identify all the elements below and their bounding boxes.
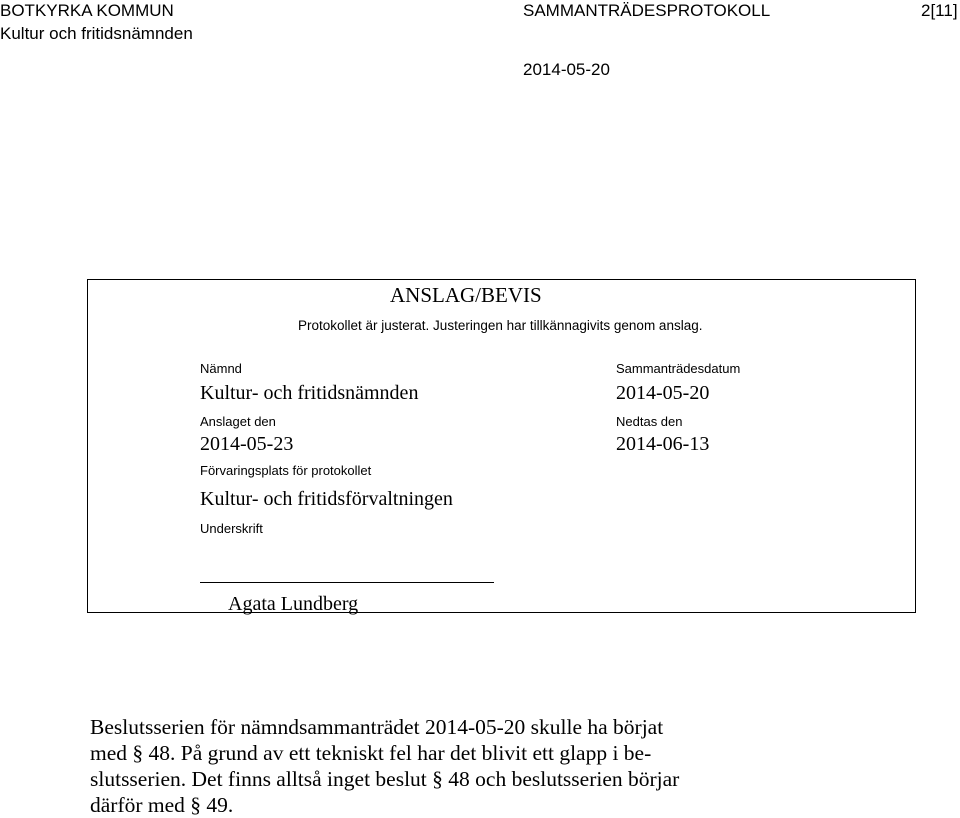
document-type: SAMMANTRÄDESPROTOKOLL bbox=[523, 1, 771, 20]
anslaget-value: 2014-05-23 bbox=[200, 433, 294, 455]
nedtas-value: 2014-06-13 bbox=[616, 433, 710, 455]
underskrift-label: Underskrift bbox=[200, 521, 263, 536]
namnd-label: Nämnd bbox=[200, 361, 242, 376]
body-line: därför med § 49. bbox=[90, 793, 234, 817]
body-line: med § 48. På grund av ett tekniskt fel har det blivit ett glapp i be- bbox=[90, 741, 652, 765]
namnd-value: Kultur- och fritidsnämnden bbox=[200, 382, 419, 404]
sammantradesdatum-label: Sammanträdesdatum bbox=[616, 361, 741, 376]
meeting-date: 2014-05-20 bbox=[523, 60, 610, 79]
forvaring-label: Förvaringsplats för protokollet bbox=[200, 463, 372, 478]
notice-subtitle: Protokollet är justerat. Justeringen har tillkännagivits genom anslag. bbox=[298, 318, 703, 333]
anslaget-label: Anslaget den bbox=[200, 414, 276, 429]
committee-name: Kultur och fritidsnämnden bbox=[0, 24, 193, 43]
page-number: 2[11] bbox=[921, 1, 958, 20]
body-line: Beslutsserien för nämndsammanträdet 2014-05-20 skulle ha börjat bbox=[90, 715, 664, 739]
organization-name: BOTKYRKA KOMMUN bbox=[0, 1, 174, 20]
forvaring-value: Kultur- och fritidsförvaltningen bbox=[200, 488, 453, 510]
notice-title: ANSLAG/BEVIS bbox=[390, 283, 542, 307]
body-paragraph bbox=[90, 714, 950, 818]
nedtas-label: Nedtas den bbox=[616, 414, 683, 429]
signer-name: Agata Lundberg bbox=[228, 593, 359, 615]
sammantradesdatum-value: 2014-05-20 bbox=[616, 382, 710, 404]
body-line: slutsserien. Det finns alltså inget beslut § 48 och beslutsserien börjar bbox=[90, 767, 680, 791]
signature-line bbox=[200, 582, 494, 583]
